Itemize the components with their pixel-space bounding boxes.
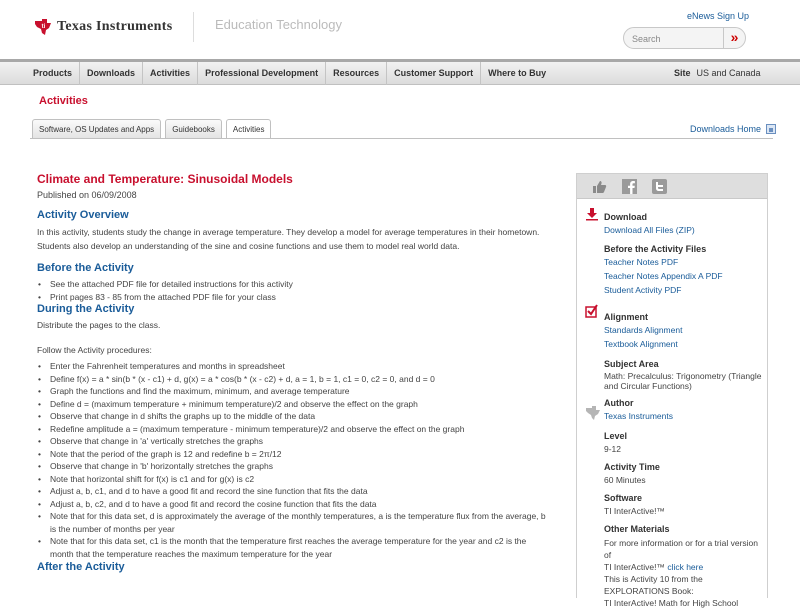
list-item: • Observe that change in d shifts the graphs up to the middle of the data bbox=[37, 410, 552, 423]
list-item: • Note that the period of the graph is 12 and redefine b = 2π/12 bbox=[37, 448, 552, 461]
alignment-heading: Alignment bbox=[604, 312, 648, 322]
activity-time-heading: Activity Time bbox=[604, 462, 660, 472]
teacher-notes-appendix-link[interactable]: Teacher Notes Appendix A PDF bbox=[604, 271, 723, 281]
activity-sidebar bbox=[576, 173, 768, 608]
header-divider bbox=[193, 12, 194, 42]
author-link[interactable]: Texas Instruments bbox=[604, 411, 673, 421]
checkbox-check-icon bbox=[585, 304, 599, 318]
author-row bbox=[604, 409, 767, 423]
list-item: • Adjust a, b, c2, and d to have a good fit and record the cosine function that fits the data bbox=[37, 498, 552, 511]
page-title: Activities bbox=[39, 95, 88, 107]
alignment-section bbox=[577, 311, 767, 609]
during-follow: Follow the Activity procedures: bbox=[37, 344, 152, 355]
site-selector[interactable] bbox=[674, 62, 761, 85]
list-item: • Redefine amplitude a = (maximum temperature - minimum temperature)/2 and observe the effect on the graph bbox=[37, 423, 552, 436]
ti-logo[interactable] bbox=[33, 17, 172, 37]
overview-heading: Activity Overview bbox=[37, 209, 129, 221]
main-nav bbox=[0, 59, 800, 85]
software-text: TI InterActive!™ bbox=[604, 506, 665, 516]
student-activity-link[interactable]: Student Activity PDF bbox=[604, 285, 682, 295]
nav-item-downloads[interactable]: Downloads bbox=[80, 62, 143, 85]
ti-logo-icon bbox=[33, 17, 53, 37]
nav-item-where-to-buy[interactable]: Where to Buy bbox=[488, 68, 547, 78]
after-heading: After the Activity bbox=[37, 561, 125, 573]
published-date: Published on 06/09/2008 bbox=[37, 190, 137, 200]
other-materials-heading: Other Materials bbox=[604, 524, 670, 534]
list-item: • Note that horizontal shift for f(x) is c1 and for g(x) is c2 bbox=[37, 473, 552, 486]
svg-text:ti: ti bbox=[41, 24, 46, 30]
facebook-icon[interactable] bbox=[622, 179, 637, 194]
nav-item-professional-development[interactable]: Professional Development bbox=[198, 62, 326, 85]
during-intro: Distribute the pages to the class. bbox=[37, 320, 161, 330]
download-icon bbox=[585, 207, 599, 221]
home-icon bbox=[766, 124, 776, 134]
nav-item-customer-support[interactable]: Customer Support bbox=[387, 62, 481, 85]
tab-activities[interactable]: Activities bbox=[226, 119, 272, 139]
list-item: • Adjust a, b, c1, and d to have a good fit and record the sine function that fits the data bbox=[37, 485, 552, 498]
list-item: • Graph the functions and find the maximum, minimum, and average temperature bbox=[37, 385, 552, 398]
downloads-home-label: Downloads Home bbox=[690, 124, 762, 134]
tabs-divider bbox=[30, 138, 773, 139]
site-value: US and Canada bbox=[696, 68, 761, 78]
site-label: Site bbox=[674, 68, 691, 78]
download-heading: Download bbox=[604, 212, 647, 222]
download-all-zip-link[interactable]: Download All Files (ZIP) bbox=[604, 225, 695, 235]
procedure-list bbox=[37, 360, 552, 560]
trial-click-here-link[interactable]: click here bbox=[667, 562, 704, 572]
other-materials-text-2 bbox=[604, 561, 767, 573]
tab-software-os-updates[interactable]: Software, OS Updates and Apps bbox=[32, 119, 161, 138]
during-heading: During the Activity bbox=[37, 303, 135, 315]
social-bar bbox=[577, 174, 767, 199]
author-heading: Author bbox=[604, 398, 634, 408]
level-heading: Level bbox=[604, 431, 628, 441]
subbrand-label: Education Technology bbox=[215, 17, 342, 32]
list-item: • Define f(x) = a * sin(b * (x - c1) + d, g(x) = a * cos(b * (x - c2) + d, a = 1, b = 1, c1 = 0, c2 = 0, and d = 0 bbox=[37, 373, 552, 386]
downloads-home-link[interactable] bbox=[690, 124, 776, 134]
textbook-alignment-link[interactable]: Textbook Alignment bbox=[604, 339, 678, 349]
nav-item-products[interactable]: Products bbox=[26, 62, 80, 85]
list-item: • Enter the Fahrenheit temperatures and months in spreadsheet bbox=[37, 360, 552, 373]
nav-item-activities[interactable]: Activities bbox=[143, 62, 198, 85]
list-item: • Note that for this data set, d is approximately the average of the monthly temperatures, a is the temperature flux from the average, b is the number of months per year bbox=[37, 510, 552, 535]
standards-alignment-link[interactable]: Standards Alignment bbox=[604, 325, 683, 335]
list-item: • Observe that change in 'a' vertically stretches the graphs bbox=[37, 435, 552, 448]
other-materials-text-3: This is Activity 10 from the bbox=[604, 574, 703, 584]
ti-author-icon bbox=[585, 405, 601, 421]
enews-signup-link[interactable]: eNews Sign Up bbox=[687, 11, 750, 21]
level-text: 9-12 bbox=[604, 444, 622, 454]
list-item: • See the attached PDF file for detailed instructions for this activity bbox=[37, 278, 552, 291]
tab-guidebooks[interactable]: Guidebooks bbox=[165, 119, 222, 138]
activity-content bbox=[37, 172, 552, 574]
other-materials-text-4: EXPLORATIONS Book: bbox=[604, 586, 694, 596]
list-item: • Observe that change in 'b' horizontally stretches the graphs bbox=[37, 460, 552, 473]
tab-bar bbox=[32, 119, 275, 139]
list-item: • Print pages 83 - 85 from the attached PDF file for your class bbox=[37, 291, 552, 304]
search-go-icon[interactable]: » bbox=[723, 28, 745, 48]
site-header bbox=[0, 0, 800, 58]
before-list bbox=[37, 278, 552, 303]
other-materials-text-1: For more information or for a trial version of bbox=[604, 538, 758, 560]
brand-name: Texas Instruments bbox=[57, 19, 173, 34]
list-item: • Define d = (maximum temperature + minimum temperature)/2 and observe the effect on the graph bbox=[37, 398, 552, 411]
like-icon[interactable] bbox=[592, 179, 607, 194]
list-item: • Note that for this data set, c1 is the month that the temperature first reaches the average temperature for the year and c2 is the month that the temperature reaches the maximum temperature for the year bbox=[37, 535, 552, 560]
twitter-icon[interactable] bbox=[652, 179, 667, 194]
before-heading: Before the Activity bbox=[37, 262, 134, 274]
search-box bbox=[623, 27, 746, 49]
before-files-heading: Before the Activity Files bbox=[604, 244, 707, 254]
activity-title: Climate and Temperature: Sinusoidal Models bbox=[37, 172, 293, 186]
subject-heading: Subject Area bbox=[604, 359, 659, 369]
download-section bbox=[577, 211, 767, 297]
search-input[interactable] bbox=[632, 32, 722, 45]
software-heading: Software bbox=[604, 493, 643, 503]
teacher-notes-link[interactable]: Teacher Notes PDF bbox=[604, 257, 679, 267]
overview-text: In this activity, students study the change in average temperature. They develop a model for average temperatures in their hometown. Students also develop an understanding of the sine and cosine functions and use them to model real world data. bbox=[37, 227, 540, 251]
other-materials-text-5: TI InterActive! Math for High School bbox=[604, 598, 739, 608]
nav-item-resources[interactable]: Resources bbox=[326, 62, 387, 85]
activity-time-text: 60 Minutes bbox=[604, 475, 646, 485]
other-materials-product: TI InterActive!™ bbox=[604, 562, 665, 572]
subject-text: Math: Precalculus: Trigonometry (Triangle and Circular Functions) bbox=[604, 371, 762, 391]
